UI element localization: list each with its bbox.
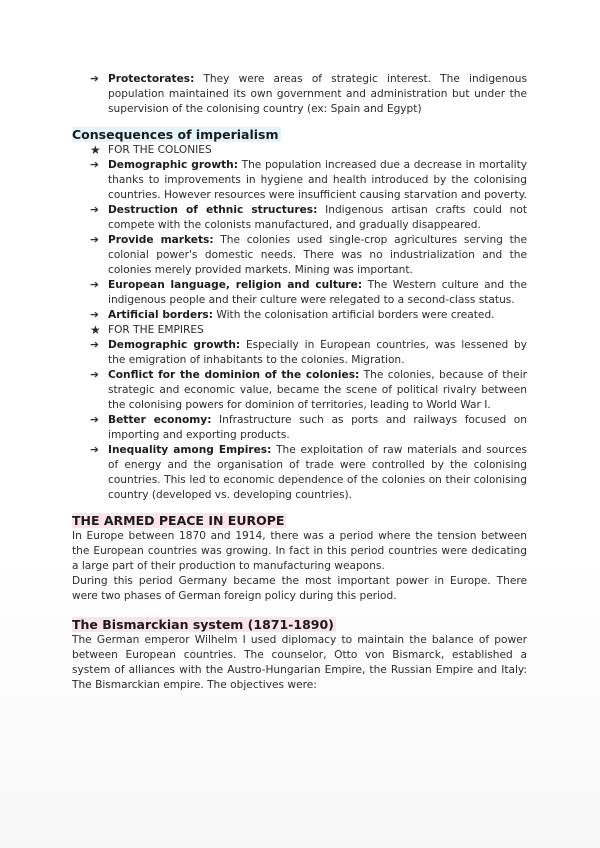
item-term: Destruction of ethnic structures: [108, 204, 318, 216]
subheading-label: FOR THE COLONIES [108, 144, 212, 156]
list-item [72, 368, 527, 413]
item-text: The population increased due a decrease in mortality thanks to improvements in hygiene and health introduced by the colonising countries. However resources were insufficient causing starvation and poverty. [108, 159, 527, 201]
item-term: Demographic growth: [108, 339, 241, 351]
subheading-empires [72, 323, 527, 338]
armed-peace-paragraph-1: In Europe between 1870 and 1914, there was a period where the tension between the European countries was growing. In fact in this period countries were dedicating a large part of their production to manufacturing weapons. [72, 530, 527, 572]
item-text: Especially in European countries, was lessened by the emigration of inhabitants to the colonies. Migration. [108, 339, 527, 366]
star-icon: ★ [90, 323, 101, 337]
list-item [72, 443, 527, 503]
list-item [72, 233, 527, 278]
armed-peace-paragraph-2: During this period Germany became the most important power in Europe. There were two phases of German foreign policy during this period. [72, 575, 527, 602]
page-content [72, 72, 527, 693]
bismarck-paragraph: The German emperor Wilhelm I used diplomacy to maintain the balance of power between European countries. The counselor, Otto von Bismarck, established a system of alliances with the Austro-Hungarian Empire, the Russian Empire and Italy: The Bismarckian empire. The objectives were: [72, 634, 527, 691]
section-heading-armed-peace: THE ARMED PEACE IN EUROPE [72, 513, 285, 528]
item-term: Protectorates: [108, 73, 195, 85]
arrow-icon: ➔ [90, 369, 99, 381]
list-item [72, 308, 527, 323]
item-text: Indigenous artisan crafts could not compete with the colonists manufactured, and gradually disappeared. [108, 204, 527, 231]
subheading-label: FOR THE EMPIRES [108, 324, 204, 336]
section-heading-consequences: Consequences of imperialism [72, 127, 279, 142]
arrow-icon: ➔ [90, 73, 99, 85]
section-heading-bismarck: The Bismarckian system (1871-1890) [72, 617, 334, 632]
item-text: The Western culture and the indigenous people and their culture were relegated to a second-class status. [108, 279, 527, 306]
item-term: Demographic growth: [108, 159, 238, 171]
item-term: Artificial borders: [108, 309, 213, 321]
arrow-icon: ➔ [90, 414, 99, 426]
arrow-icon: ➔ [90, 234, 99, 246]
arrow-icon: ➔ [90, 159, 99, 171]
list-item [72, 278, 527, 308]
list-item [72, 158, 527, 203]
item-text: With the colonisation artificial borders were created. [212, 309, 495, 321]
arrow-icon: ➔ [90, 279, 99, 291]
list-item [72, 72, 527, 117]
item-term: European language, religion and culture: [108, 279, 363, 291]
arrow-icon: ➔ [90, 444, 99, 456]
item-text: Infrastructure such as ports and railways focused on importing and exporting products. [108, 414, 527, 441]
list-item [72, 203, 527, 233]
item-text: The exploitation of raw materials and sources of energy and the organisation of trade were controlled by the colonising countries. This led to economic dependence of the colonies on their colonising country (developed vs. developing countries). [108, 444, 527, 501]
item-text: The colonies used single-crop agricultures serving the colonial power's domestic needs. There was no industrialization and the colonies merely provided markets. Mining was important. [108, 234, 527, 276]
arrow-icon: ➔ [90, 339, 99, 351]
item-term: Provide markets: [108, 234, 214, 246]
item-term: Better economy: [108, 414, 212, 426]
list-item [72, 338, 527, 368]
star-icon: ★ [90, 143, 101, 157]
item-term: Conflict for the dominion of the colonies: [108, 369, 360, 381]
intro-list [72, 72, 527, 117]
item-term: Inequality among Empires: [108, 444, 272, 456]
item-text: The colonies, because of their strategic and economic value, became the scene of political rivalry between the colonising powers for dominion of territories, leading to World War I. [108, 369, 527, 411]
subheading-colonies [72, 143, 527, 158]
consequences-list [72, 143, 527, 503]
arrow-icon: ➔ [90, 309, 99, 321]
arrow-icon: ➔ [90, 204, 99, 216]
item-text: They were areas of strategic interest. The indigenous population maintained its own government and administration but under the supervision of the colonising country (ex: Spain and Egypt) [108, 73, 527, 115]
list-item [72, 413, 527, 443]
